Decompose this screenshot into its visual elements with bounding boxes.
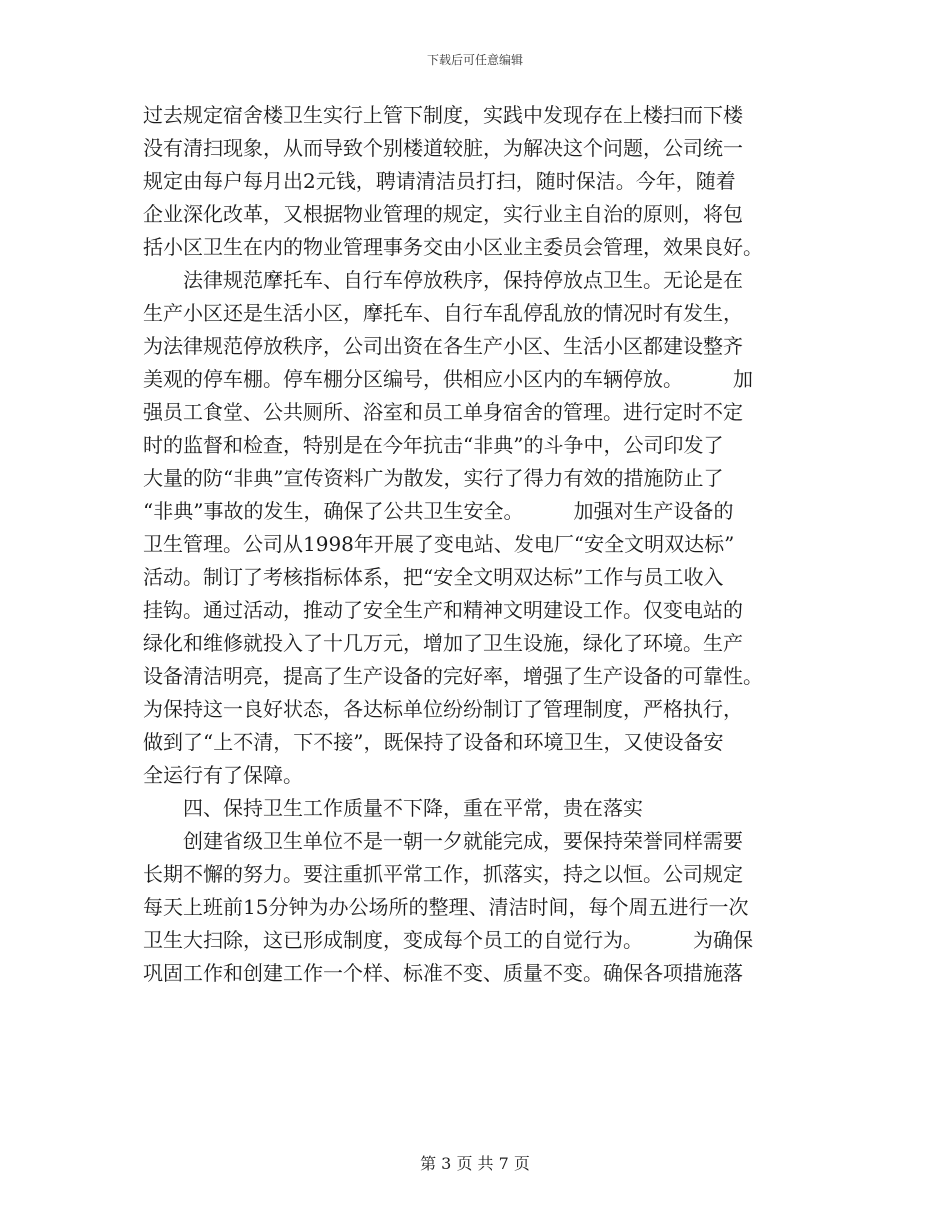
body-line: 卫生管理。公司从1998年开展了变电站、发电厂“安全文明双达标” (143, 532, 735, 556)
body-line: 绿化和维修就投入了十几万元，增加了卫生设施，绿化了环境。生产 (143, 631, 743, 655)
section-heading: 四、保持卫生工作质量不下降，重在平常，贵在落实 (143, 796, 643, 820)
body-line: 卫生大扫除，这已形成制度，变成每个员工的自觉行为。 为确保 (143, 928, 753, 952)
body-line: 做到了“上不清，下不接”，既保持了设备和环境卫生，又使设备安 (143, 730, 724, 754)
body-line: 活动。制订了考核指标体系，把“安全文明双达标”工作与员工收入 (143, 565, 724, 589)
body-line: 过去规定宿舍楼卫生实行上管下制度，实践中发现存在上楼扫而下楼 (143, 103, 743, 127)
body-line: 为保持这一良好状态，各达标单位纷纷制订了管理制度，严格执行， (143, 697, 743, 721)
body-line: 长期不懈的努力。要注重抓平常工作，抓落实，持之以恒。公司规定 (143, 862, 743, 886)
body-line: 强员工食堂、公共厕所、浴室和员工单身宿舍的管理。进行定时不定 (143, 400, 743, 424)
body-line: 为法律规范停放秩序，公司出资在各生产小区、生活小区都建设整齐 (143, 334, 743, 358)
body-line: 企业深化改革，又根据物业管理的规定，实行业主自治的原则，将包 (143, 202, 743, 226)
page-header: 下载后可任意编辑 (426, 53, 523, 67)
body-line: 创建省级卫生单位不是一朝一夕就能完成，要保持荣誉同样需要 (143, 829, 743, 853)
body-line: 每天上班前15分钟为办公场所的整理、清洁时间，每个周五进行一次 (143, 895, 749, 919)
body-line: 法律规范摩托车、自行车停放秩序，保持停放点卫生。无论是在 (143, 268, 743, 292)
body-line: 全运行有了保障。 (143, 763, 303, 787)
body-line: 美观的停车棚。停车棚分区编号，供相应小区内的车辆停放。 加 (143, 367, 753, 391)
body-line: 设备清洁明亮，提高了生产设备的完好率，增强了生产设备的可靠性。 (143, 664, 763, 688)
body-line: 生产小区还是生活小区，摩托车、自行车乱停乱放的情况时有发生， (143, 301, 743, 325)
body-line: 没有清扫现象，从而导致个别楼道较脏，为解决这个问题，公司统一 (143, 136, 743, 160)
body-line: 挂钩。通过活动，推动了安全生产和精神文明建设工作。仅变电站的 (143, 598, 743, 622)
body-line: 巩固工作和创建工作一个样、标准不变、质量不变。确保各项措施落 (143, 961, 743, 985)
body-line: 括小区卫生在内的物业管理事务交由小区业主委员会管理，效果良好。 (143, 235, 763, 259)
body-line: 时的监督和检查，特别是在今年抗击“非典”的斗争中，公司印发了 (143, 433, 724, 457)
body-line: 规定由每户每月出2元钱，聘请清洁员打扫，随时保洁。今年，随着 (143, 169, 736, 193)
document-body (143, 99, 808, 990)
body-line: “非典”事故的发生，确保了公共卫生安全。 加强对生产设备的 (143, 499, 734, 523)
body-line: 大量的防“非典”宣传资料广为散发，实行了得力有效的措施防止了 (143, 466, 724, 490)
page-number-footer: 第 3 页 共 7 页 (420, 1154, 530, 1173)
